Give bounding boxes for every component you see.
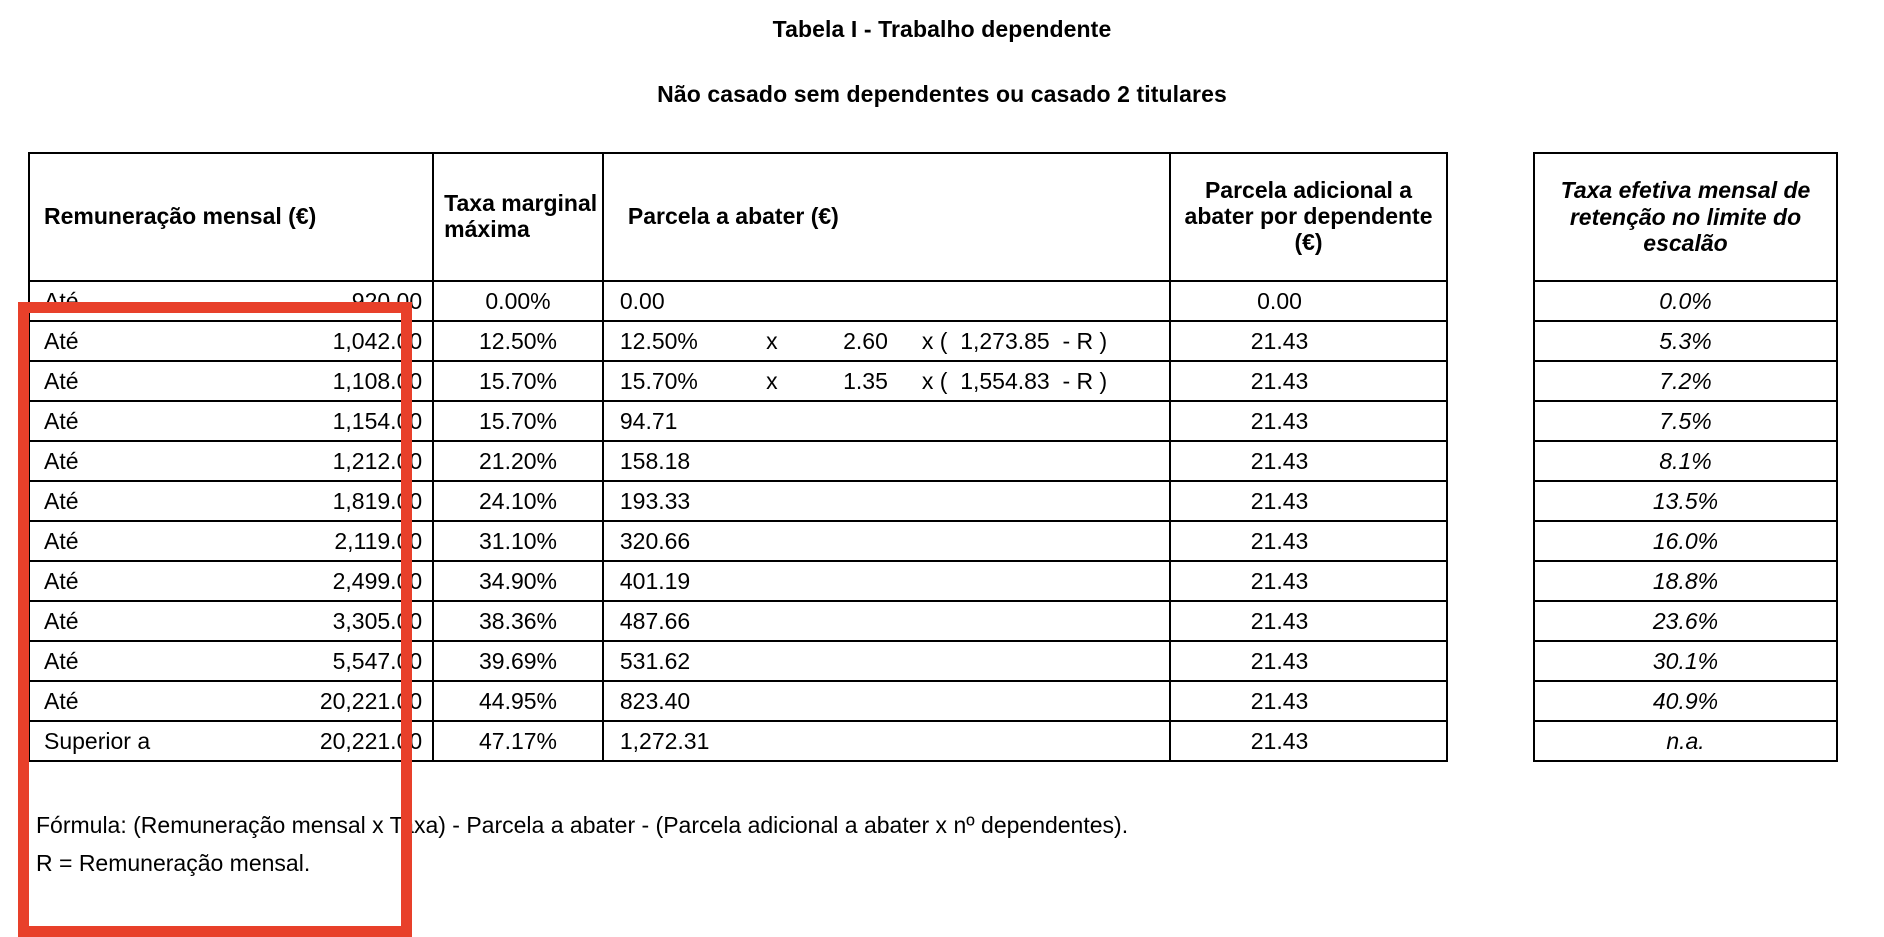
cell-bracket-label: Até xyxy=(29,561,219,601)
cell-parcela-abater: 193.33 xyxy=(603,481,1170,521)
cell-bracket-label: Até xyxy=(29,281,219,321)
cell-parcela-adicional: 21.43 xyxy=(1170,601,1447,641)
rate-table-header xyxy=(1534,153,1837,281)
cell-parcela-abater: 320.66 xyxy=(603,521,1170,561)
cell-bracket-label: Até xyxy=(29,361,219,401)
rate-table-row xyxy=(1534,521,1837,561)
page-subtitle: Não casado sem dependentes ou casado 2 titulares xyxy=(657,81,1227,107)
cell-parcela-adicional: 21.43 xyxy=(1170,561,1447,601)
cell-bracket-label: Até xyxy=(29,521,219,561)
cell-parcela-adicional: 21.43 xyxy=(1170,521,1447,561)
cell-parcela-adicional: 21.43 xyxy=(1170,401,1447,441)
withholding-table xyxy=(28,152,1448,762)
rate-table-row xyxy=(1534,641,1837,681)
cell-remuneracao-amount: 20,221.00 xyxy=(219,721,433,761)
cell-bracket-label: Até xyxy=(29,601,219,641)
rate-table-row xyxy=(1534,401,1837,441)
title-block xyxy=(0,0,1884,108)
cell-taxa-marginal: 44.95% xyxy=(433,681,603,721)
cell-taxa-efetiva: 7.2% xyxy=(1534,361,1837,401)
cell-taxa-efetiva: 5.3% xyxy=(1534,321,1837,361)
cell-taxa-marginal: 15.70% xyxy=(433,361,603,401)
cell-remuneracao-amount: 2,119.00 xyxy=(219,521,433,561)
header-row xyxy=(29,153,1447,281)
cell-bracket-label: Até xyxy=(29,681,219,721)
cell-parcela-abater: 94.71 xyxy=(603,401,1170,441)
cell-taxa-efetiva: n.a. xyxy=(1534,721,1837,761)
cell-taxa-efetiva: 40.9% xyxy=(1534,681,1837,721)
parcela-formula xyxy=(620,322,1169,360)
table-row xyxy=(29,641,1447,681)
table-row xyxy=(29,721,1447,761)
cell-bracket-label: Superior a xyxy=(29,721,219,761)
cell-taxa-marginal: 21.20% xyxy=(433,441,603,481)
cell-taxa-efetiva: 16.0% xyxy=(1534,521,1837,561)
cell-bracket-label: Até xyxy=(29,401,219,441)
cell-parcela-abater: 531.62 xyxy=(603,641,1170,681)
cell-taxa-marginal: 38.36% xyxy=(433,601,603,641)
cell-taxa-marginal: 0.00% xyxy=(433,281,603,321)
cell-taxa-efetiva: 23.6% xyxy=(1534,601,1837,641)
cell-taxa-marginal: 24.10% xyxy=(433,481,603,521)
cell-remuneracao-amount: 2,499.00 xyxy=(219,561,433,601)
cell-parcela-adicional: 21.43 xyxy=(1170,361,1447,401)
rate-table-row xyxy=(1534,321,1837,361)
cell-parcela-adicional: 21.43 xyxy=(1170,681,1447,721)
page-title: Tabela I - Trabalho dependente xyxy=(772,16,1112,42)
cell-taxa-marginal: 47.17% xyxy=(433,721,603,761)
rate-table-row xyxy=(1534,281,1837,321)
cell-bracket-label: Até xyxy=(29,321,219,361)
cell-remuneracao-amount: 3,305.00 xyxy=(219,601,433,641)
cell-parcela-adicional: 21.43 xyxy=(1170,441,1447,481)
cell-remuneracao-amount: 1,819.00 xyxy=(219,481,433,521)
cell-remuneracao-amount: 1,212.00 xyxy=(219,441,433,481)
footer-formula: Fórmula: (Remuneração mensal x Taxa) - Parcela a abater - (Parcela adicional a abater x nº dependentes). xyxy=(36,812,1129,838)
table-row xyxy=(29,401,1447,441)
cell-taxa-efetiva: 30.1% xyxy=(1534,641,1837,681)
formula-factor: 2.60 xyxy=(843,328,888,354)
header-taxa-marginal: Taxa marginal máxima xyxy=(433,153,603,281)
cell-taxa-marginal: 12.50% xyxy=(433,321,603,361)
header-parcela-adicional: Parcela adicional a abater por dependente (€) xyxy=(1170,153,1447,281)
rate-table-body xyxy=(1534,281,1837,761)
cell-remuneracao-amount: 1,108.00 xyxy=(219,361,433,401)
cell-bracket-label: Até xyxy=(29,481,219,521)
cell-taxa-efetiva: 0.0% xyxy=(1534,281,1837,321)
rate-table-row xyxy=(1534,441,1837,481)
cell-taxa-marginal: 15.70% xyxy=(433,401,603,441)
cell-parcela-adicional: 21.43 xyxy=(1170,721,1447,761)
table-row xyxy=(29,681,1447,721)
rate-table-row xyxy=(1534,721,1837,761)
cell-taxa-marginal: 34.90% xyxy=(433,561,603,601)
header-parcela-abater: Parcela a abater (€) xyxy=(603,153,1170,281)
table-body xyxy=(29,281,1447,761)
cell-parcela-abater: 158.18 xyxy=(603,441,1170,481)
cell-parcela-abater: 1,272.31 xyxy=(603,721,1170,761)
table-row xyxy=(29,481,1447,521)
cell-taxa-marginal: 39.69% xyxy=(433,641,603,681)
table-row xyxy=(29,561,1447,601)
cell-remuneracao-amount: 920.00 xyxy=(219,281,433,321)
formula-operator: x xyxy=(766,328,778,354)
cell-remuneracao-amount: 5,547.00 xyxy=(219,641,433,681)
table-row xyxy=(29,361,1447,401)
header-taxa-efetiva: Taxa efetiva mensal de retenção no limite do escalão xyxy=(1534,153,1837,281)
formula-expression: x ( 1,273.85 - R ) xyxy=(921,328,1108,354)
formula-percent: 12.50% xyxy=(619,328,698,354)
parcela-formula xyxy=(620,362,1169,400)
cell-parcela-abater: 823.40 xyxy=(603,681,1170,721)
cell-remuneracao-amount: 20,221.00 xyxy=(219,681,433,721)
cell-parcela-abater: 487.66 xyxy=(603,601,1170,641)
cell-taxa-efetiva: 7.5% xyxy=(1534,401,1837,441)
cell-taxa-efetiva: 13.5% xyxy=(1534,481,1837,521)
rate-table-row xyxy=(1534,681,1837,721)
cell-parcela-adicional: 21.43 xyxy=(1170,481,1447,521)
formula-operator: x xyxy=(766,368,778,394)
cell-parcela-abater: 0.00 xyxy=(603,281,1170,321)
rate-table-row xyxy=(1534,561,1837,601)
cell-bracket-label: Até xyxy=(29,441,219,481)
rate-table-row xyxy=(1534,361,1837,401)
cell-parcela-adicional: 21.43 xyxy=(1170,641,1447,681)
table-row xyxy=(29,441,1447,481)
cell-parcela-adicional: 0.00 xyxy=(1170,281,1447,321)
header-remuneracao: Remuneração mensal (€) xyxy=(29,153,433,281)
cell-taxa-marginal: 31.10% xyxy=(433,521,603,561)
formula-expression: x ( 1,554.83 - R ) xyxy=(921,368,1108,394)
formula-percent: 15.70% xyxy=(619,368,698,394)
table-row xyxy=(29,281,1447,321)
table-header xyxy=(29,153,1447,281)
rate-table-row xyxy=(1534,481,1837,521)
footer-r-definition: R = Remuneração mensal. xyxy=(36,850,311,876)
cell-taxa-efetiva: 18.8% xyxy=(1534,561,1837,601)
footer-notes xyxy=(36,806,1128,882)
table-row xyxy=(29,601,1447,641)
rate-table-row xyxy=(1534,601,1837,641)
cell-parcela-abater: 401.19 xyxy=(603,561,1170,601)
cell-parcela-abater xyxy=(603,321,1170,361)
table-row xyxy=(29,321,1447,361)
cell-parcela-adicional: 21.43 xyxy=(1170,321,1447,361)
effective-rate-table xyxy=(1533,152,1838,762)
tables-area xyxy=(0,152,1884,792)
formula-factor: 1.35 xyxy=(843,368,888,394)
cell-remuneracao-amount: 1,154.00 xyxy=(219,401,433,441)
table-row xyxy=(29,521,1447,561)
cell-taxa-efetiva: 8.1% xyxy=(1534,441,1837,481)
rate-header-row xyxy=(1534,153,1837,281)
cell-bracket-label: Até xyxy=(29,641,219,681)
cell-parcela-abater xyxy=(603,361,1170,401)
cell-remuneracao-amount: 1,042.00 xyxy=(219,321,433,361)
